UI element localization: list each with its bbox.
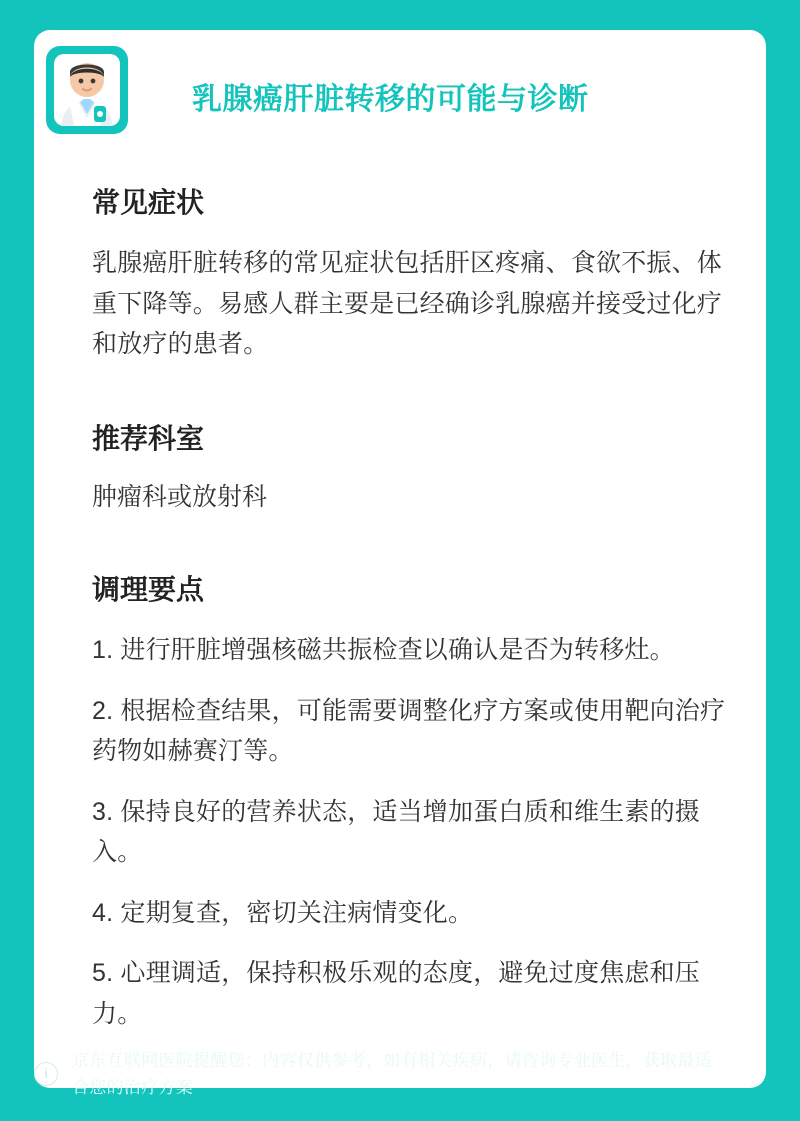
care-points-list (74, 630, 726, 1034)
thumbs-up-icon[interactable] (726, 1054, 766, 1094)
section-heading-department: 推荐科室 (92, 422, 205, 454)
section-heading-symptoms: 常见症状 (92, 187, 205, 218)
content-card (34, 30, 766, 1088)
list-item: 4. 定期复查，密切关注病情变化。 (92, 898, 474, 927)
list-item: 3. 保持良好的营养状态，适当增加蛋白质和维生素的摄入。 (92, 797, 700, 866)
list-item: 2. 根据检查结果，可能需要调整化疗方案或使用靶向治疗药物如赫赛汀等。 (92, 696, 726, 765)
footer-disclaimer-text: 京东互联网医院提醒您：内容仅供参考，如有相关疾病，请咨询专业医生，获取最适合您的治疗方案 (72, 1050, 713, 1097)
list-item: 1. 进行肝脏增强核磁共振检查以确认是否为转移灶。 (92, 636, 675, 664)
section-text-symptoms: 乳腺癌肝脏转移的常见症状包括肝区疼痛、食欲不振、体重下降等。易感人群主要是已经确诊乳腺癌并接受过化疗和放疗的患者。 (92, 249, 723, 358)
doctor-avatar-icon (44, 44, 130, 136)
footer-disclaimer-bar (34, 1035, 766, 1113)
section-text-department: 肿瘤科或放射科 (92, 482, 268, 511)
list-item: 5. 心理调适，保持积极乐观的态度，避免过度焦虑和压力。 (92, 959, 700, 1028)
info-icon: i (34, 1062, 58, 1086)
section-heading-care-points: 调理要点 (92, 574, 205, 605)
page-title: 乳腺癌肝脏转移的可能与诊断 (192, 83, 589, 116)
